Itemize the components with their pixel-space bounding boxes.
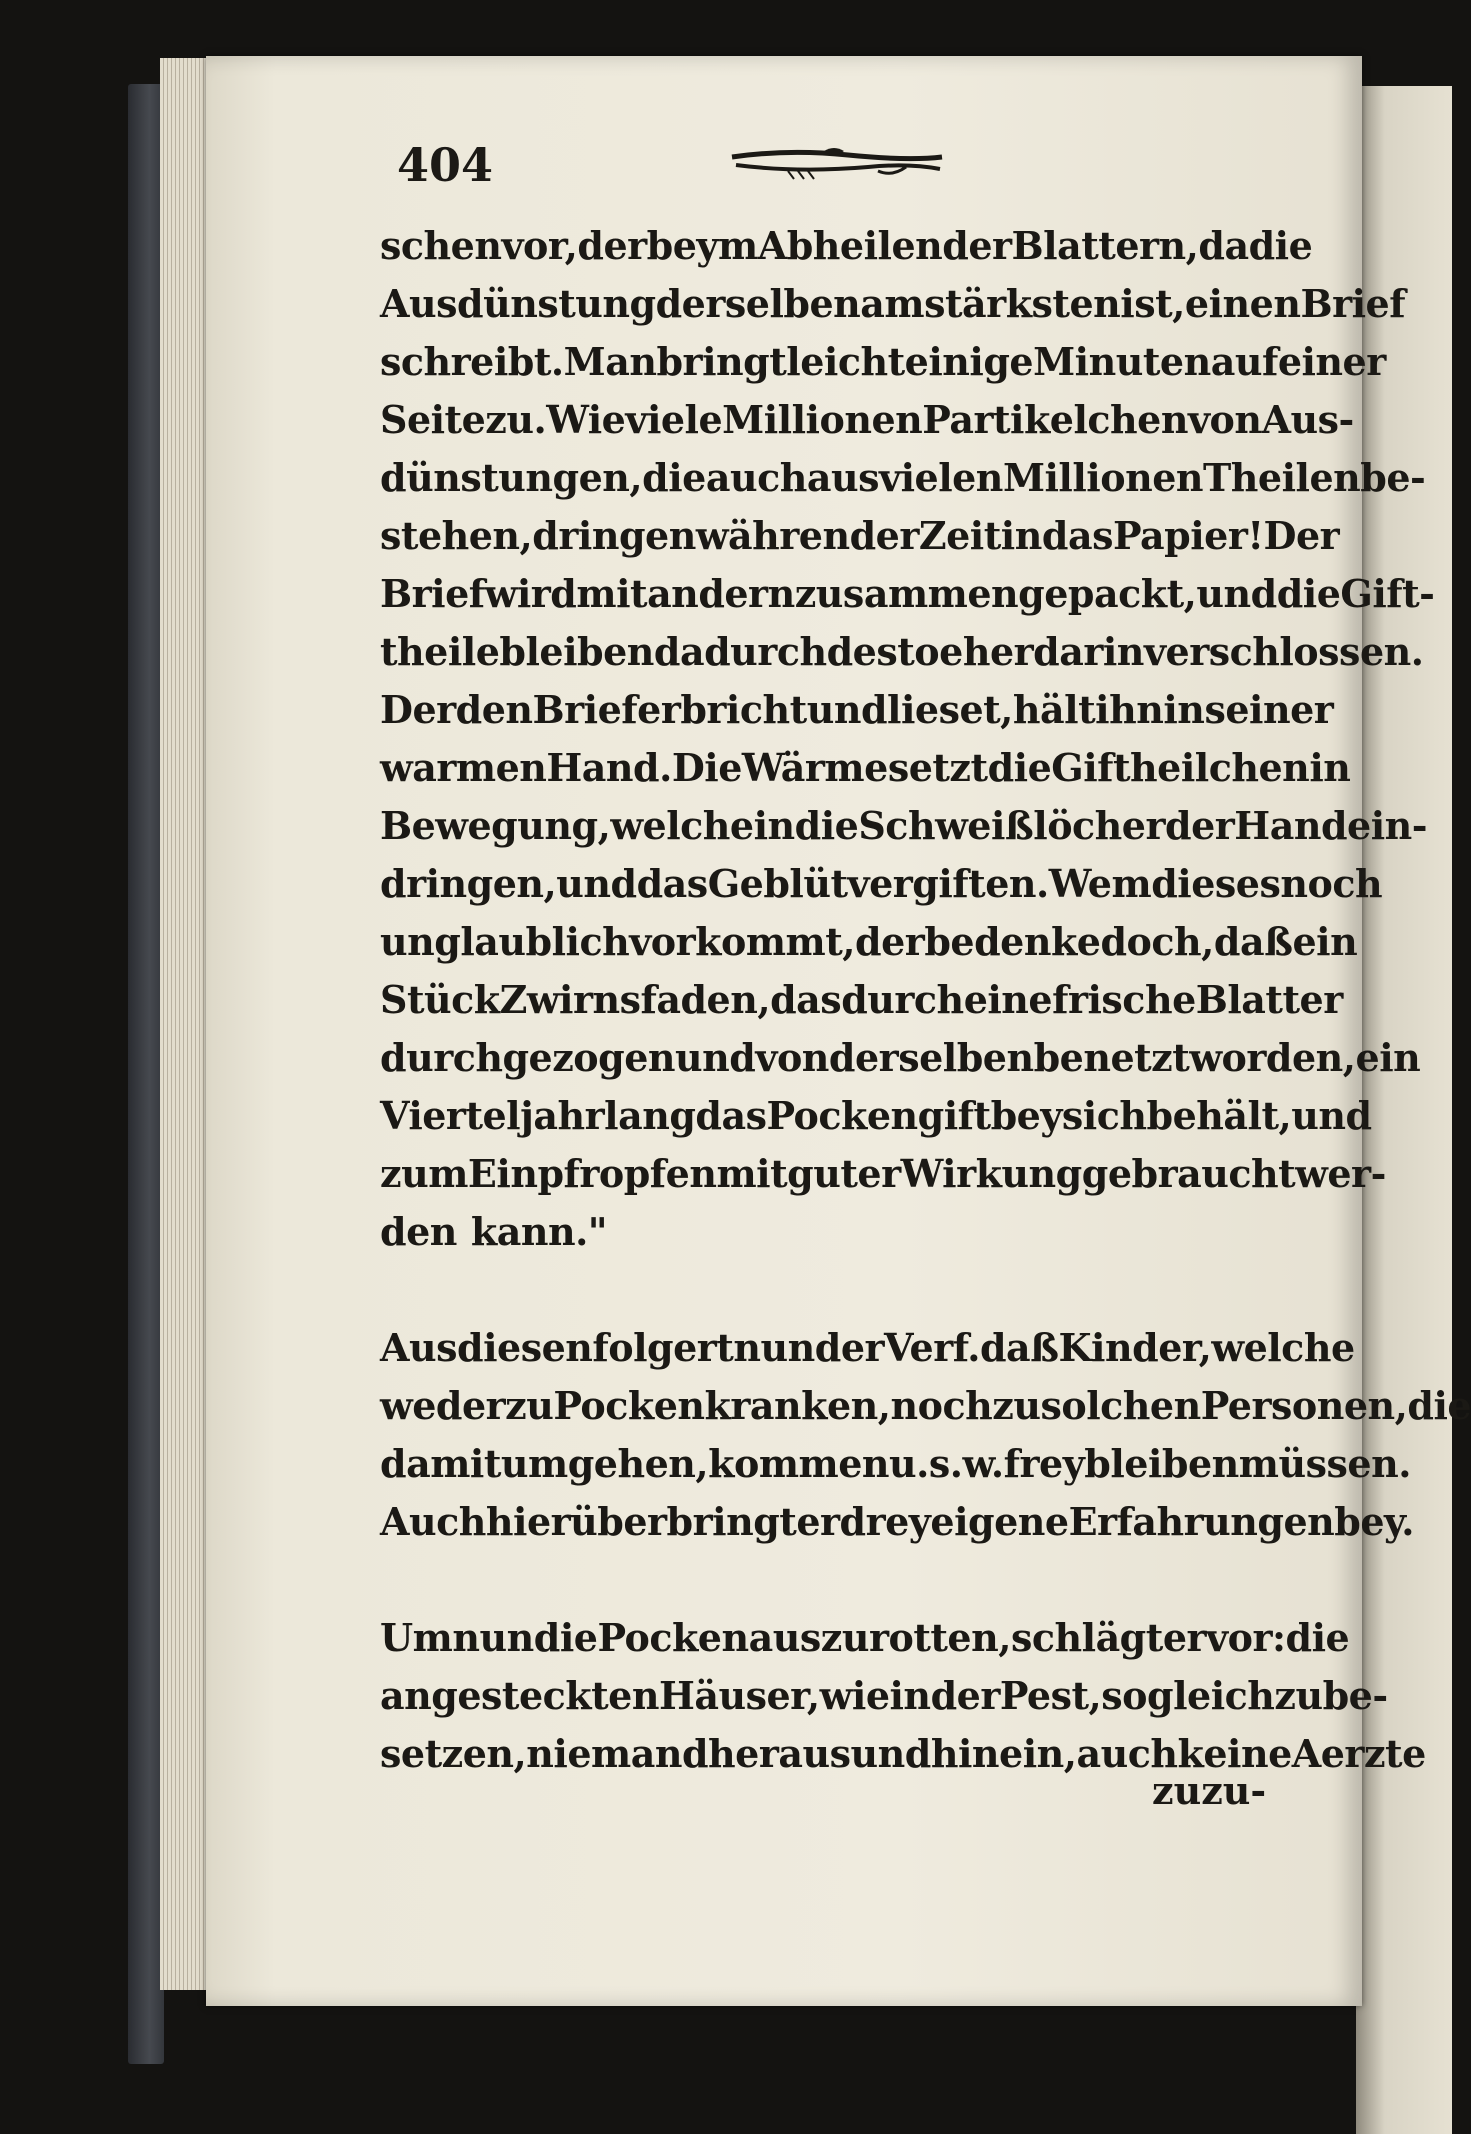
word: Gift- — [1340, 571, 1435, 616]
word: unglaublich — [380, 919, 630, 964]
text-line — [380, 1145, 1386, 1203]
word: umgehen, — [500, 1441, 709, 1486]
word: vergiften. — [847, 861, 1049, 906]
word: Pockengift — [766, 1093, 991, 1138]
word: der — [855, 919, 925, 964]
word: in — [1309, 745, 1351, 790]
word: Pest, — [999, 1673, 1102, 1718]
word: eher — [939, 629, 1034, 674]
word: durch — [841, 977, 964, 1022]
word: benetzt — [1033, 1035, 1190, 1080]
word: Brief — [532, 687, 638, 732]
word: Häuser, — [658, 1673, 820, 1718]
text-line — [380, 913, 1358, 971]
word: eine — [963, 977, 1053, 1022]
word: Vierteljahr — [380, 1093, 605, 1138]
word: Theilen — [1203, 455, 1361, 500]
text-line — [380, 275, 1406, 333]
word: Ausdünstung — [380, 281, 656, 326]
word: Zeit — [918, 513, 1001, 558]
word: und — [675, 1035, 756, 1080]
word: keine — [1177, 1731, 1292, 1776]
text-line — [380, 449, 1426, 507]
text-line — [380, 217, 1313, 275]
word: Hand — [1234, 803, 1348, 848]
word: Partikelchen — [922, 397, 1188, 442]
word: Blatter — [1195, 977, 1343, 1022]
word: Geblüt — [707, 861, 848, 906]
word: schlägt — [1010, 1615, 1163, 1660]
word: bey — [990, 1093, 1062, 1138]
word: Der — [1263, 513, 1340, 558]
word: dringen, — [380, 861, 557, 906]
word: bedenke — [924, 919, 1101, 964]
word: das — [770, 977, 842, 1022]
word: Pocken — [597, 1615, 749, 1660]
word: hinein, — [930, 1731, 1077, 1776]
word: und — [556, 861, 637, 906]
text-line — [380, 391, 1354, 449]
word: mit — [716, 1151, 788, 1196]
word: mit — [576, 571, 648, 616]
word: worden, — [1189, 1035, 1356, 1080]
word: solchen — [1040, 1383, 1201, 1428]
word: stehen, — [380, 513, 533, 558]
word: behält, — [1146, 1093, 1292, 1138]
word: lieset, — [887, 687, 1013, 732]
word: in — [753, 803, 795, 848]
word: auf — [1210, 339, 1278, 384]
word: auch — [705, 455, 807, 500]
word: kommen — [708, 1441, 890, 1486]
word: nun — [452, 1615, 534, 1660]
word: ihn — [1095, 687, 1164, 732]
word: heraus — [708, 1731, 851, 1776]
catchword: zuzu- — [1152, 1768, 1267, 1813]
word: in — [1000, 513, 1042, 558]
word: von — [755, 1035, 829, 1080]
word: niemand — [526, 1731, 709, 1776]
word: Aerzte — [1291, 1731, 1426, 1776]
word: doch, — [1100, 919, 1214, 964]
word: stärksten — [924, 281, 1121, 326]
word: desto — [826, 629, 940, 674]
word: w. — [962, 1441, 1004, 1486]
word: Giftheilchen — [1051, 745, 1310, 790]
word: vorkommt, — [629, 919, 856, 964]
word: schreibt. — [380, 339, 564, 384]
word: einige — [904, 339, 1034, 384]
word: die — [987, 745, 1052, 790]
text-line — [380, 1203, 1280, 1261]
word: die — [794, 803, 859, 848]
word: und — [850, 1731, 931, 1776]
text-line — [380, 1435, 1411, 1493]
word: Zwirnsfaden, — [499, 977, 771, 1022]
word: einer — [1277, 339, 1386, 384]
word: gebraucht — [1081, 1151, 1296, 1196]
word: seiner — [1204, 687, 1334, 732]
word: zusammengepackt, — [794, 571, 1197, 616]
word: die — [642, 455, 706, 500]
word: Papier! — [1112, 513, 1264, 558]
word: warmen — [380, 745, 547, 790]
word: wie — [819, 1673, 890, 1718]
word: daß — [1213, 919, 1293, 964]
word: ist, — [1120, 281, 1185, 326]
word: Auch — [380, 1499, 486, 1544]
word: eigene — [930, 1499, 1069, 1544]
word: der — [942, 223, 1012, 268]
word: viele — [625, 397, 723, 442]
text-line — [380, 739, 1351, 797]
word: Um — [380, 1615, 453, 1660]
word: noch — [1280, 861, 1383, 906]
word: Seite — [380, 397, 486, 442]
word: schen — [380, 223, 502, 268]
word: in — [889, 1673, 931, 1718]
word: die — [1407, 1383, 1471, 1428]
word: das — [636, 861, 708, 906]
word: ein- — [1347, 803, 1428, 848]
word: Brief — [1300, 281, 1406, 326]
word: der — [930, 1673, 1000, 1718]
word: das — [695, 1093, 767, 1138]
word: die — [1248, 223, 1313, 268]
word: setzt — [887, 745, 988, 790]
paragraph-gap — [380, 1261, 1280, 1319]
word: bey. — [1334, 1499, 1414, 1544]
word: bringt — [656, 339, 787, 384]
word: aus — [806, 455, 879, 500]
page-number: 404 — [397, 138, 494, 192]
word: diesen — [457, 1325, 593, 1370]
word: Wärme — [741, 745, 888, 790]
text-line — [380, 1725, 1426, 1783]
word: der — [1165, 803, 1235, 848]
text-line — [380, 681, 1334, 739]
word: zu — [992, 1383, 1041, 1428]
word: dringen — [532, 513, 696, 558]
word: währender — [695, 513, 919, 558]
word: frey — [1003, 1441, 1085, 1486]
word: erbricht — [637, 687, 807, 732]
word: Stück — [380, 977, 500, 1022]
word: der — [814, 1325, 885, 1370]
word: leicht — [786, 339, 905, 384]
word: s. — [928, 1441, 963, 1486]
word: damit — [380, 1441, 501, 1486]
word: bleiben — [1084, 1441, 1239, 1486]
body-text — [380, 217, 1471, 1783]
text-line — [380, 1493, 1414, 1551]
word: den — [455, 687, 533, 732]
word: Millionen — [1002, 455, 1204, 500]
word: andern — [647, 571, 795, 616]
word: be- — [1360, 455, 1426, 500]
word: Blattern, — [1011, 223, 1199, 268]
word: vor, — [501, 223, 578, 268]
word: Wirkung — [900, 1151, 1082, 1196]
word: ein — [1355, 1035, 1421, 1080]
word: guter — [787, 1151, 901, 1196]
word: müssen. — [1238, 1441, 1411, 1486]
word: bringt — [666, 1499, 797, 1544]
word: theile — [380, 629, 500, 674]
word: und — [1291, 1093, 1372, 1138]
word: weder — [380, 1383, 506, 1428]
text-line — [380, 1609, 1350, 1667]
word: welche — [610, 803, 754, 848]
word: einen — [1184, 281, 1301, 326]
word: und — [1196, 571, 1277, 616]
word: Bewegung, — [380, 803, 611, 848]
word: die — [1276, 571, 1341, 616]
word: be- — [1322, 1673, 1388, 1718]
word: ein — [1292, 919, 1358, 964]
word: Pockenkranken, — [553, 1383, 891, 1428]
word: am — [860, 281, 925, 326]
word: Personen, — [1200, 1383, 1408, 1428]
word: u. — [889, 1441, 929, 1486]
word: auszurotten, — [748, 1615, 1011, 1660]
word: setzen, — [380, 1731, 527, 1776]
text-line — [380, 1319, 1355, 1377]
word: wer- — [1295, 1151, 1386, 1196]
word: nun — [733, 1325, 815, 1370]
word: in — [1163, 687, 1205, 732]
word: vielen — [879, 455, 1003, 500]
word: und — [806, 687, 888, 732]
word: von — [1187, 397, 1262, 442]
word: die — [533, 1615, 598, 1660]
word: Brief — [380, 571, 485, 616]
word: Hand. — [546, 745, 672, 790]
word: er — [1162, 1615, 1207, 1660]
text-line — [380, 1667, 1388, 1725]
word: bleiben — [499, 629, 654, 674]
text-line — [380, 507, 1340, 565]
word: Kinder, — [1058, 1325, 1212, 1370]
text-line — [380, 565, 1435, 623]
word: den — [380, 1209, 457, 1254]
word: kann." — [470, 1209, 608, 1254]
word: darin — [1033, 629, 1144, 674]
word: hält — [1012, 687, 1096, 732]
decorative-ornament-icon — [728, 145, 946, 185]
word: verschlossen. — [1143, 629, 1424, 674]
word: beym — [646, 223, 758, 268]
word: dünstungen, — [380, 455, 643, 500]
word: dieses — [1151, 861, 1281, 906]
word: Schweißlöcher — [858, 803, 1166, 848]
word: Aus — [380, 1325, 458, 1370]
word: die — [1285, 1615, 1350, 1660]
word: Abheilen — [757, 223, 943, 268]
text-line — [380, 333, 1386, 391]
text-line — [380, 855, 1383, 913]
word: hierüber — [485, 1499, 667, 1544]
word: Millionen — [722, 397, 923, 442]
word: der — [577, 223, 647, 268]
word: Wie — [546, 397, 626, 442]
word: durchgezogen — [380, 1035, 676, 1080]
word: da — [1198, 223, 1249, 268]
word: Man — [563, 339, 657, 384]
word: angesteckten — [380, 1673, 659, 1718]
word: derselben — [655, 281, 861, 326]
text-line — [380, 1029, 1421, 1087]
word: sich — [1061, 1093, 1147, 1138]
text-line — [380, 1087, 1372, 1145]
word: wird — [484, 571, 577, 616]
word: zu — [1274, 1673, 1323, 1718]
word: welche — [1211, 1325, 1355, 1370]
word: vor: — [1206, 1615, 1286, 1660]
text-line — [380, 797, 1428, 855]
word: Aus- — [1261, 397, 1354, 442]
word: Der — [380, 687, 456, 732]
word: das — [1041, 513, 1113, 558]
word: zu. — [485, 397, 547, 442]
word: Die — [671, 745, 742, 790]
word: daß — [979, 1325, 1059, 1370]
word: drey — [839, 1499, 931, 1544]
text-line — [380, 623, 1424, 681]
word: noch — [890, 1383, 993, 1428]
word: Wem — [1048, 861, 1152, 906]
word: derselben — [828, 1035, 1034, 1080]
word: zu — [505, 1383, 554, 1428]
word: sogleich — [1101, 1673, 1275, 1718]
paragraph-gap — [380, 1551, 1280, 1609]
word: frische — [1052, 977, 1196, 1022]
word: lang — [604, 1093, 696, 1138]
word: Minuten — [1033, 339, 1211, 384]
book-cover-spine — [128, 84, 164, 2064]
word: zum — [380, 1151, 468, 1196]
word: Erfahrungen — [1068, 1499, 1335, 1544]
word: auch — [1076, 1731, 1178, 1776]
word: dadurch — [653, 629, 827, 674]
word: folgert — [592, 1325, 734, 1370]
word: Einpfropfen — [467, 1151, 717, 1196]
text-line — [380, 971, 1343, 1029]
word: er — [796, 1499, 840, 1544]
text-line — [380, 1377, 1471, 1435]
word: Verf. — [884, 1325, 980, 1370]
